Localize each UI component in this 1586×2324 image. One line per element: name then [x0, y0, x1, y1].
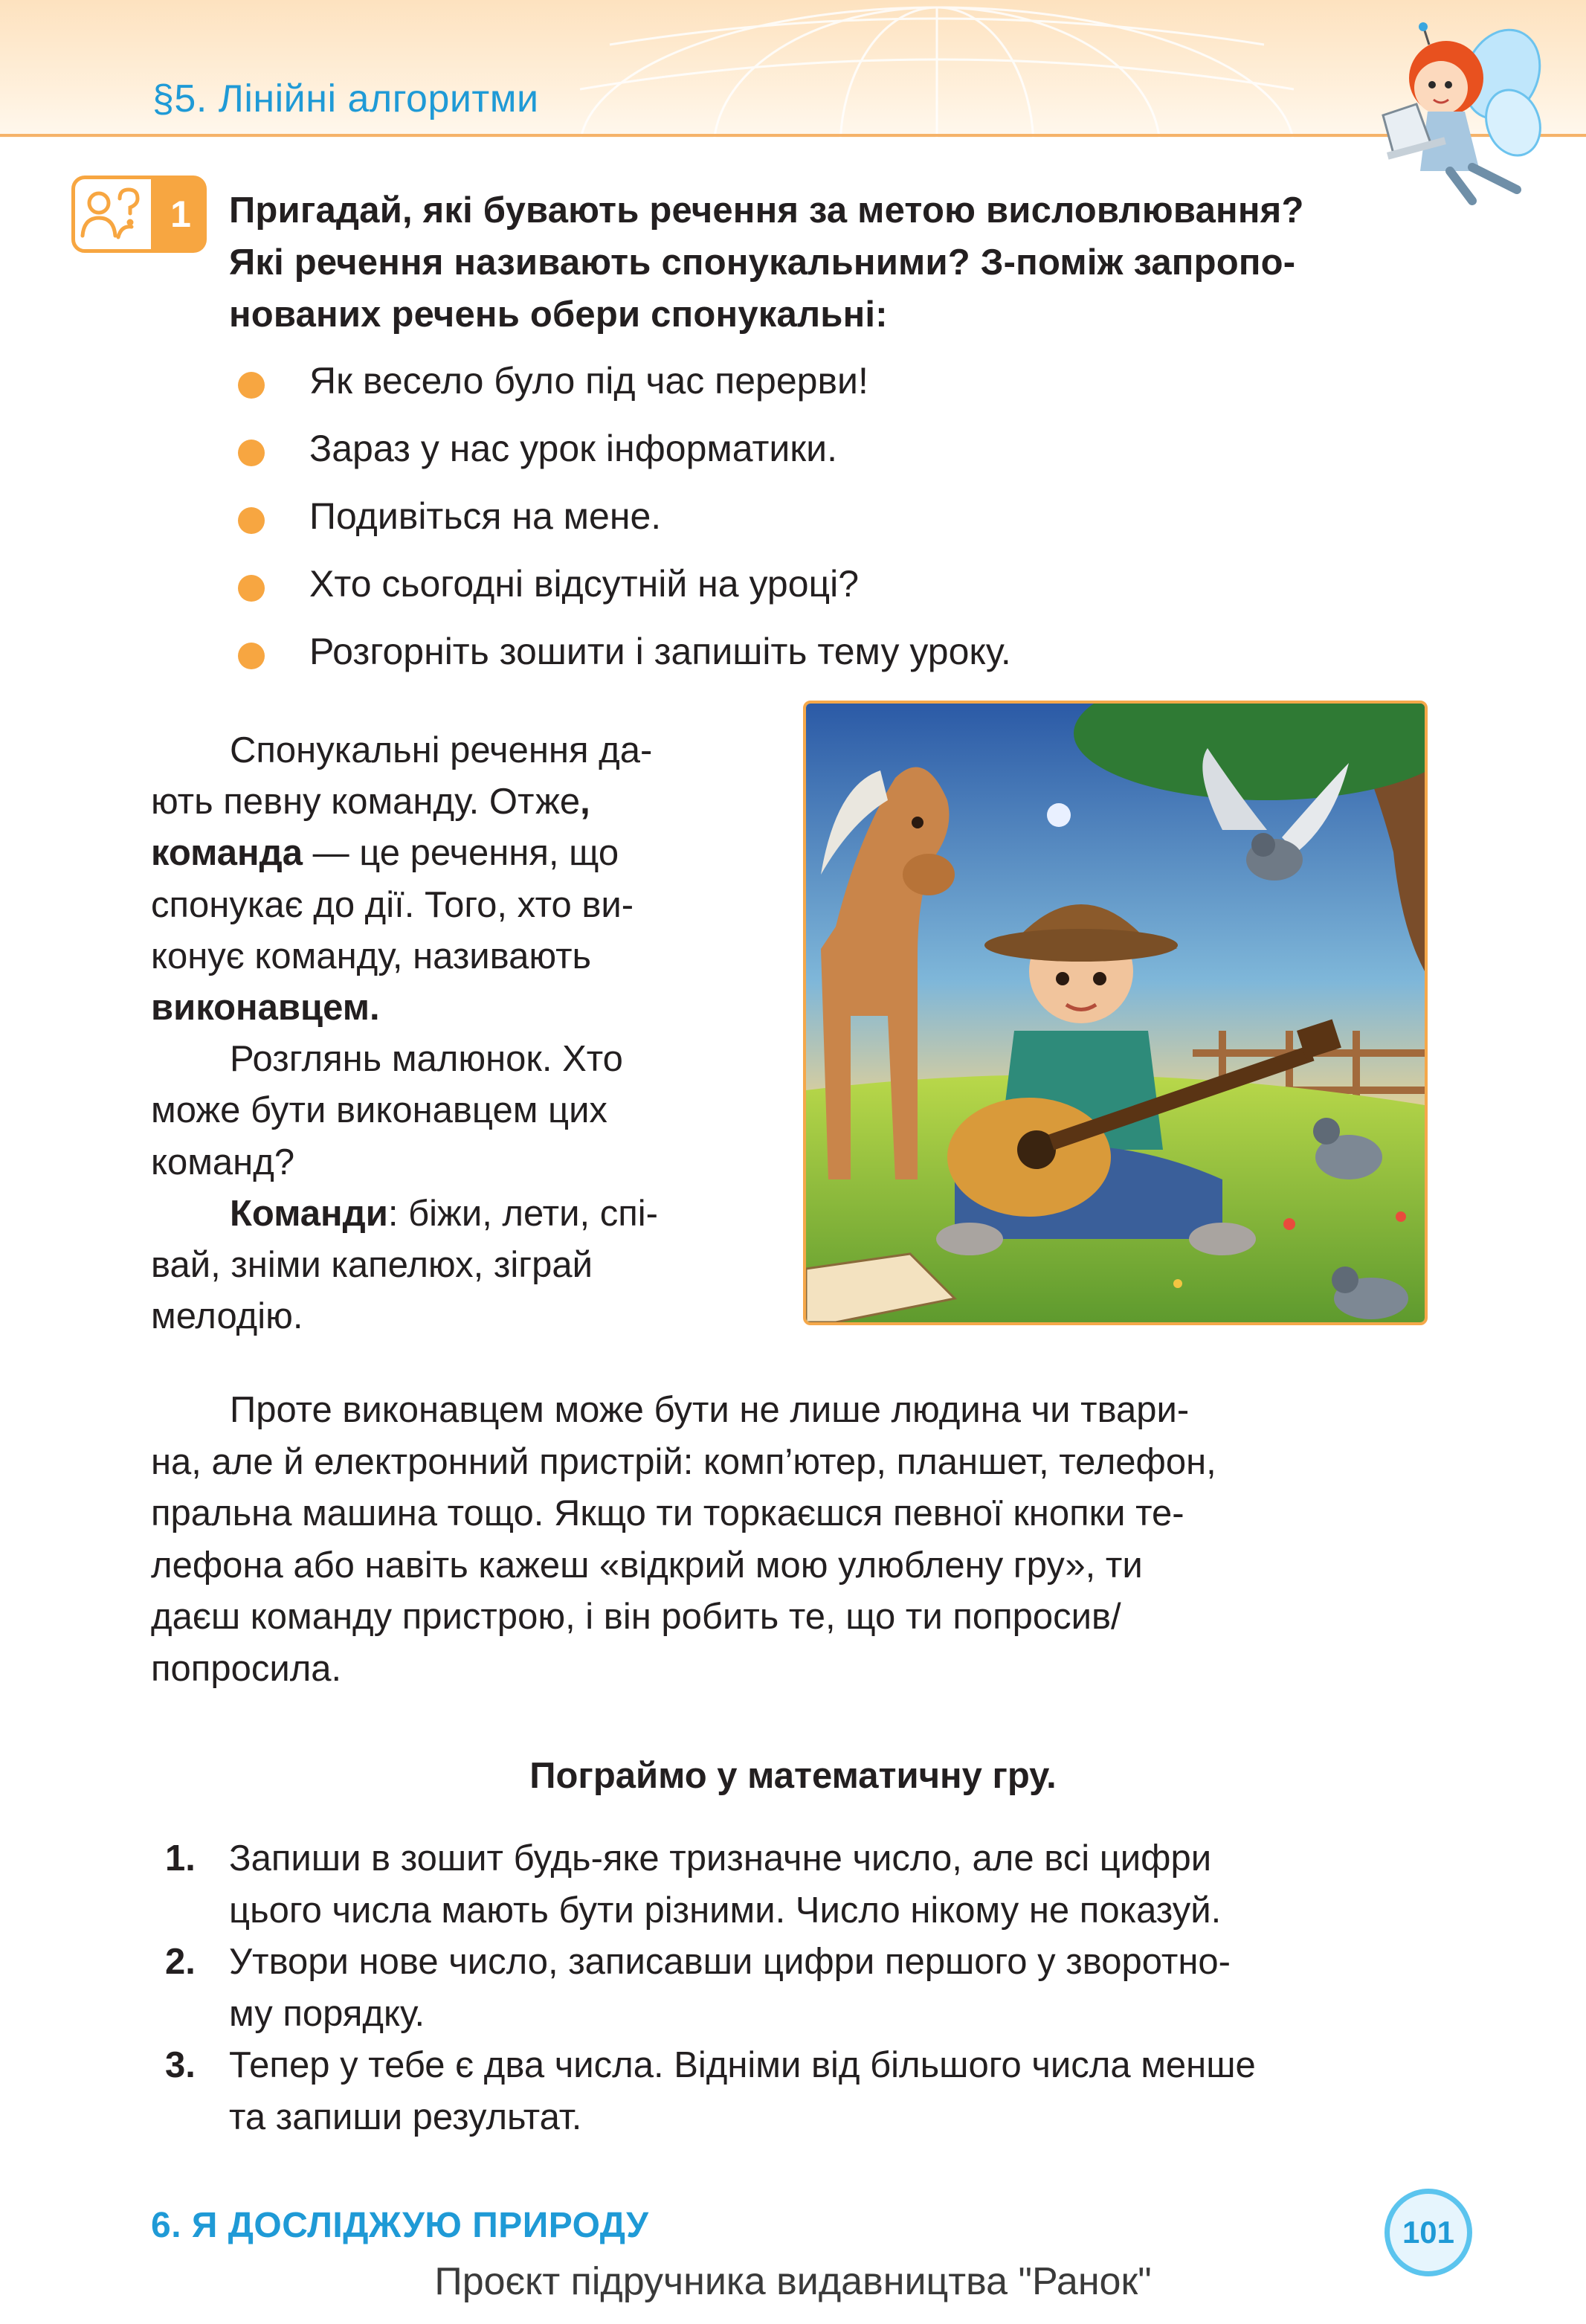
- question-line: Пригадай, які бувають речення за метою висловлювання?: [229, 190, 1304, 231]
- sentence-option-text: Розгорніть зошити і запишіть тему уроку.: [309, 631, 1011, 672]
- question-line: Які речення називають спонукальними? З-поміж запропо-: [229, 242, 1296, 283]
- definition-line: вай, зніми капелюх, зіграй: [151, 1245, 593, 1286]
- definition-line: конує команду, називають: [151, 936, 592, 976]
- term-commands: Команди: [230, 1193, 388, 1234]
- definition-fragment: — це речення, що: [302, 833, 619, 874]
- sentence-option: [229, 491, 1434, 559]
- step-number: 1.: [165, 1838, 196, 1879]
- question-line: нованих речень обери спонукальні:: [229, 294, 888, 335]
- step-number: 3.: [165, 2045, 196, 2085]
- definition-line: може бути виконавцем цих: [151, 1090, 607, 1131]
- paragraph-line: на, але й електронний пристрій: комп’ютер, планшет, телефон,: [151, 1441, 1216, 1482]
- step-line: Запиши в зошит будь-яке тризначне число, але всі цифри: [229, 1838, 1212, 1879]
- definition-fragment: ють певну команду. Отже: [151, 782, 581, 823]
- question-people-icon-glyph: [75, 179, 151, 249]
- mascot-fairy: [1361, 22, 1554, 208]
- publisher-credit: Проєкт підручника видавництва "Ранок": [434, 2260, 1152, 2303]
- game-step: [165, 2040, 1437, 2143]
- paragraph-line: лефона або навіть кажеш «відкрий мою улюблену гру», ти: [151, 1545, 1143, 1586]
- bullet-dot-icon: [238, 507, 265, 534]
- task-badge: [71, 176, 207, 253]
- definition-line: Розглянь малюнок. Хто: [230, 1039, 623, 1080]
- executor-paragraph: [151, 1385, 1431, 1695]
- bullet-dot-icon: [238, 440, 265, 466]
- paragraph-line: пральна машина тощо. Якщо ти торкаєшся певної кнопки те-: [151, 1493, 1184, 1533]
- definition-line: команд?: [151, 1142, 295, 1182]
- game-step: [165, 1833, 1437, 1937]
- task-question: [229, 184, 1434, 341]
- definition-line: спонукає до дії. Того, хто ви-: [151, 884, 634, 925]
- paragraph-line: попросила.: [151, 1648, 342, 1689]
- section-title: §5. Лінійні алгоритми: [152, 77, 539, 120]
- bullet-dot-icon: [238, 643, 265, 669]
- term-executor: виконавцем.: [151, 988, 380, 1029]
- game-steps: [165, 1833, 1437, 2143]
- definition-text: [151, 725, 746, 1342]
- sentence-option: [229, 423, 1434, 491]
- paragraph-line: Проте виконавцем може бути не лише людина чи твари-: [230, 1390, 1190, 1430]
- sentence-option: [229, 355, 1434, 423]
- step-line: му порядку.: [229, 1993, 425, 2034]
- definition-line: Спонукальні речення да-: [230, 730, 653, 770]
- step-line: цього числа мають бути різними. Число нікому не показуй.: [229, 1890, 1222, 1931]
- task-number: 1: [155, 176, 207, 253]
- bullet-dot-icon: [238, 575, 265, 602]
- sentence-option: [229, 626, 1434, 694]
- definition-line: [151, 982, 746, 1034]
- term-command: команда: [151, 833, 303, 874]
- definition-fragment: : біжи, лети, спі-: [387, 1193, 658, 1234]
- game-step: [165, 1937, 1437, 2040]
- step-line: Тепер у тебе є два числа. Відніми від більшого числа менше: [229, 2045, 1256, 2085]
- sentence-option: [229, 559, 1434, 626]
- definition-line: [151, 828, 746, 879]
- step-number: 2.: [165, 1942, 196, 1982]
- sentence-options-list: [229, 355, 1434, 694]
- bullet-dot-icon: [238, 372, 265, 399]
- header-rule: [0, 134, 1586, 137]
- sentence-option-text: Хто сьогодні відсутній на уроці?: [309, 563, 860, 605]
- definition-line: [151, 776, 746, 828]
- page-number: 101: [1384, 2189, 1472, 2276]
- boy-with-guitar-illustration: [803, 701, 1428, 1325]
- sentence-option-text: Подивіться на мене.: [309, 495, 662, 537]
- definition-fragment: ,: [580, 782, 590, 823]
- game-title: Пограймо у математичну гру.: [529, 1756, 1057, 1796]
- question-people-icon: [71, 176, 155, 253]
- paragraph-line: даєш команду пристрою, і він робить те, що ти попросив/: [151, 1597, 1121, 1637]
- globe-decoration: [565, 0, 1309, 138]
- sentence-option-text: Зараз у нас урок інформатики.: [309, 428, 837, 469]
- definition-line: [151, 1188, 746, 1240]
- chapter-footer: 6. Я ДОСЛІДЖУЮ ПРИРОДУ: [151, 2206, 649, 2245]
- sentence-option-text: Як весело було під час перерви!: [309, 360, 868, 402]
- step-line: та запиши результат.: [229, 2096, 582, 2137]
- step-line: Утвори нове число, записавши цифри першого у зворотно-: [229, 1942, 1231, 1982]
- illustration-art: [806, 704, 1425, 1322]
- definition-line: мелодію.: [151, 1296, 303, 1337]
